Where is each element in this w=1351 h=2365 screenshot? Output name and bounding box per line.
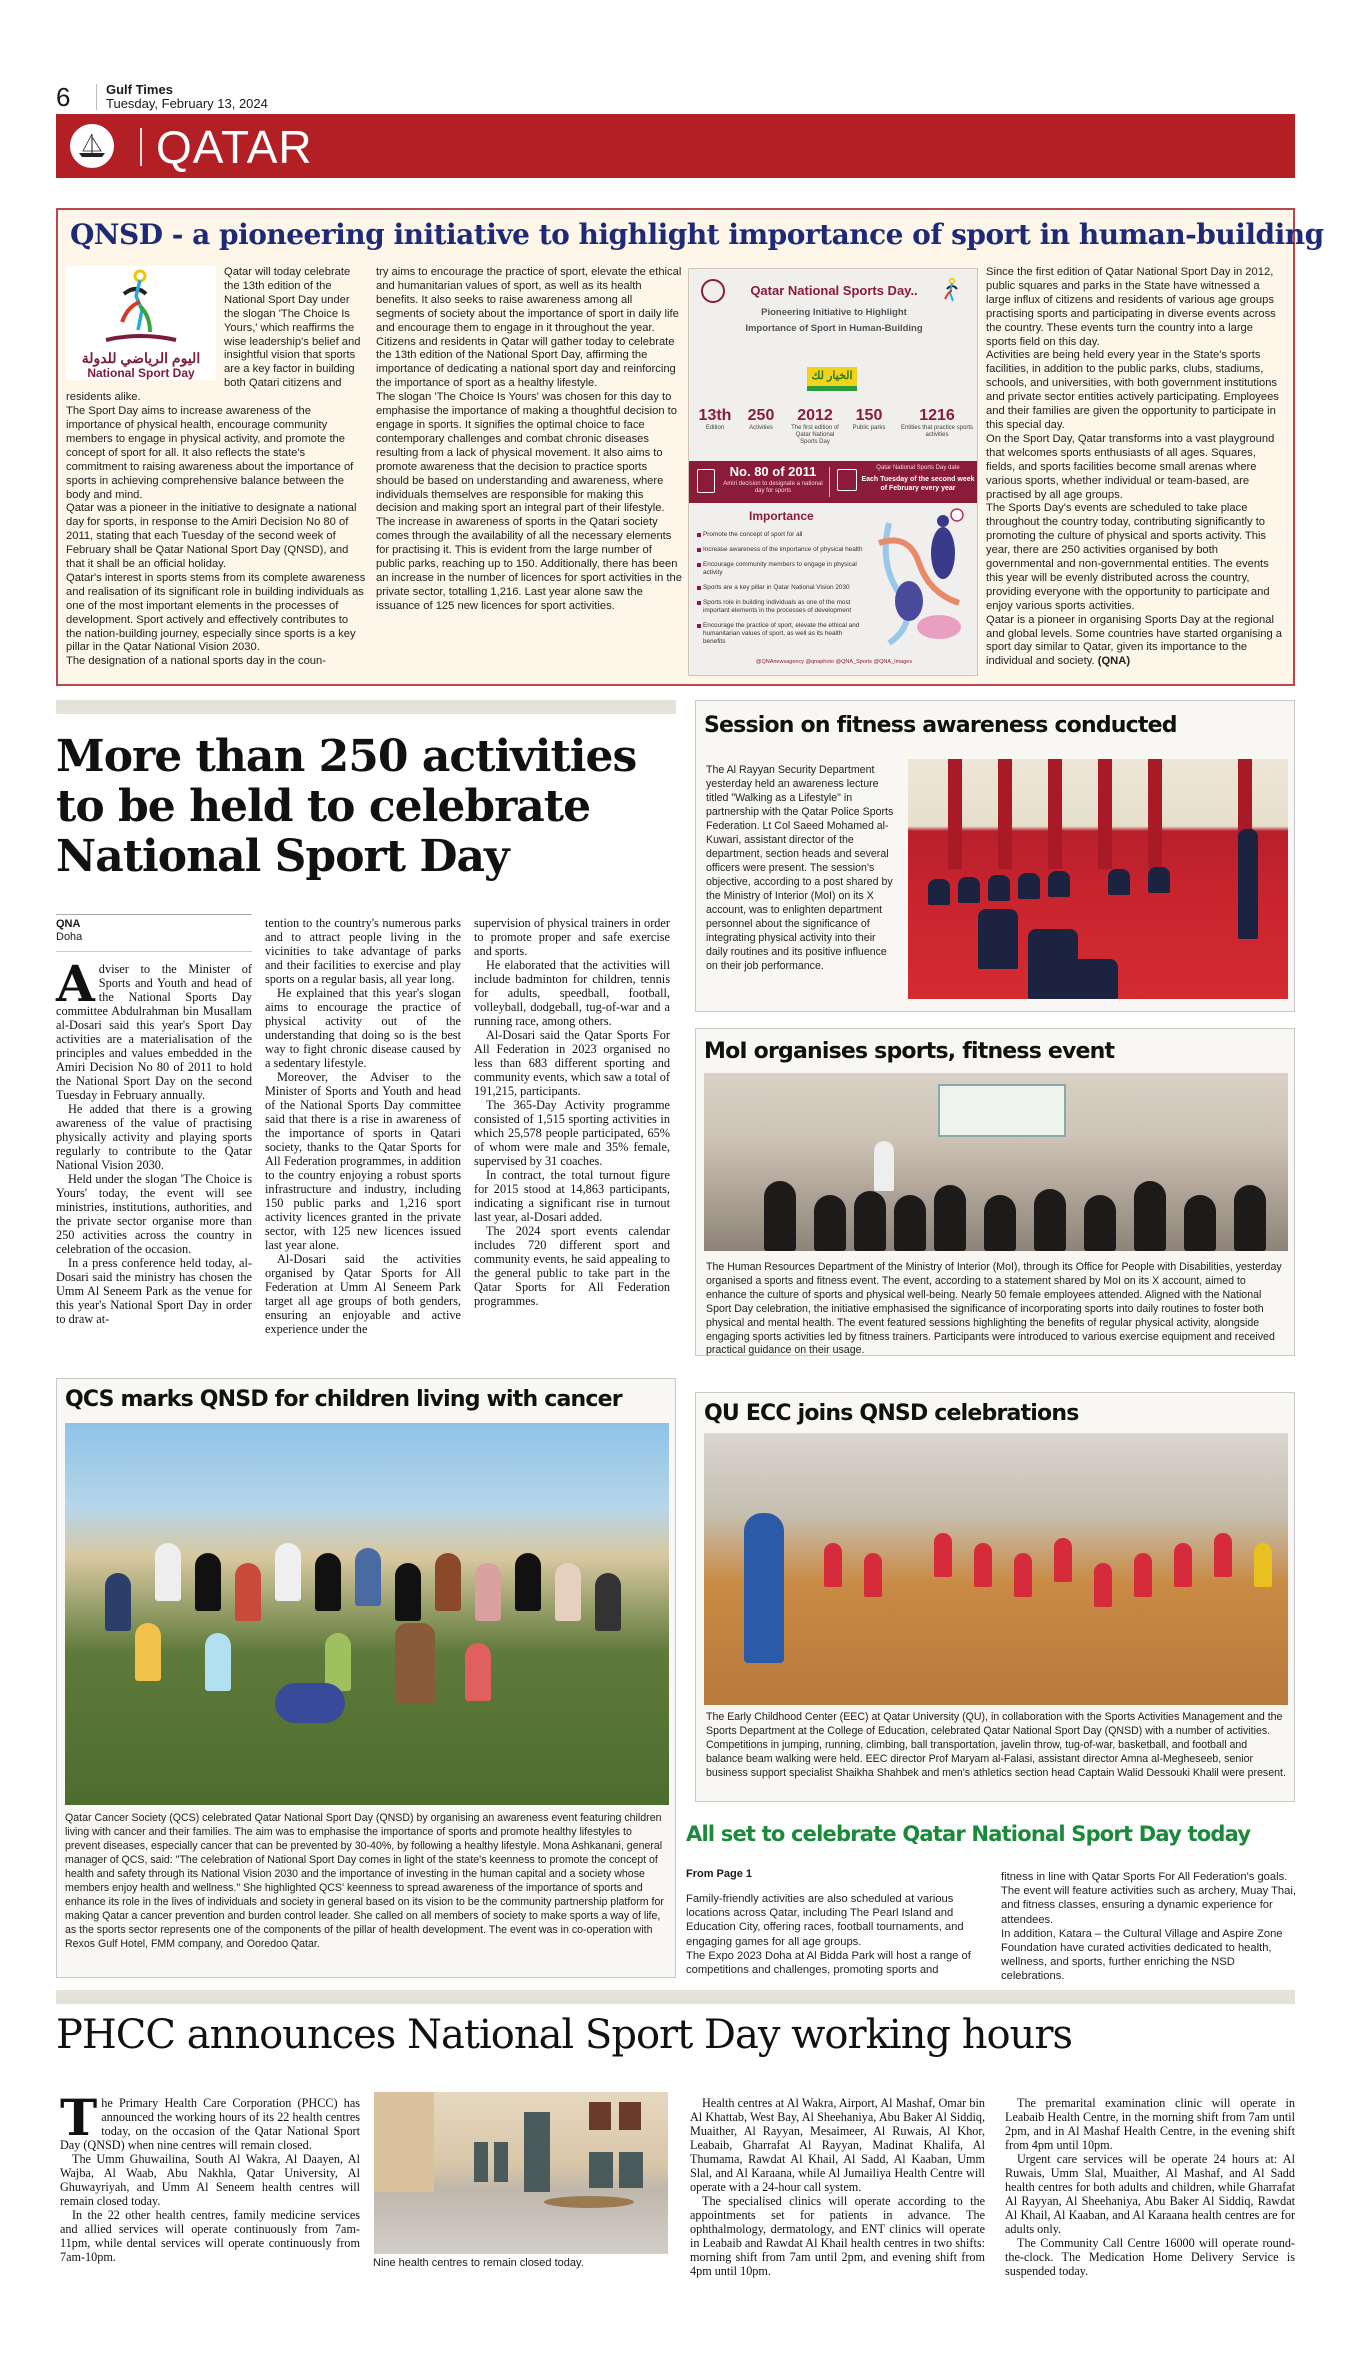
story-paragraph: The Umm Ghuwailina, South Al Wakra, Al Daayen, Al Wajba, Al Waab, Abu Nakhla, Qatar University, Al Ghuwayriyah, and Umm Al Seneem health centres will remain closed today.	[60, 2152, 360, 2208]
importance-item: Encourage community members to engage in physical activity	[697, 561, 865, 577]
stat-edition: 13th Edition	[698, 407, 732, 431]
story-paragraph: The specialised clinics will operate according to the appointments set for patients in advance. The ophthalmology, dermatology, and ENT clinics will operate in Leabaib and Rawdat Al Khail health centres in two shifts: morning shift from 7am until 2pm, and evening shift from 4pm until 10pm.	[690, 2194, 985, 2278]
importance-item: Increase awareness of the importance of physical health	[697, 546, 865, 554]
qcs-box	[56, 1378, 676, 1978]
decision-number: No. 80 of 2011	[729, 464, 817, 479]
story-paragraph: The premarital examination clinic will operate in Leabaib Health Centre, in the morning shift from 7am until 2pm, and in Al Mashaf Health Centre, in the evening shift from 4pm until 10pm.	[1005, 2096, 1295, 2152]
qu-ecc-headline: QU ECC joins QNSD celebrations	[704, 1401, 1079, 1426]
qnsd-column-1	[66, 266, 366, 669]
main-headline: More than 250 activities to be held to celebrate National Sport Day	[56, 731, 637, 882]
story-paragraph: The Expo 2023 Doha at Al Bidda Park will host a range of competitions and challenges, promoting sports and	[686, 1949, 971, 1977]
importance-item: Encourage the practice of sport, elevate the ethical and humanitarian values of sport, as well as its health benefits	[697, 622, 865, 646]
all-set-column-2	[1001, 1870, 1296, 1984]
qnsd-paragraph: Qatar is a pioneer in organising Sports Day at the regional and global levels. Some countries have started organising a sport day similar to Qatar, given its importance to the individual and society. (QNA)	[986, 613, 1283, 668]
story-paragraph: Family-friendly activities are also scheduled at various locations across Qatar, including The Pearl Island and Education City, offering races, football tournaments, and engaging games for all age groups.	[686, 1893, 964, 1948]
runner-logo-icon	[66, 266, 216, 346]
qcs-photo	[65, 1423, 669, 1805]
qnsd-paragraph: The increase in awareness of sports in the Qatari society comes through the availability of all the necessary elements for practising it. This is evident from the large number of public parks, reaching up to 150. Additionally, there has been an increase in the number of licences for sport activities in the private sector, totalling 1,216. Last year alone saw the issuance of 125 new licences for sport activities.	[376, 516, 682, 612]
social-handles: @QNAnewsagency @qnaphoto @QNA_Sports @QNA_Images	[755, 659, 913, 665]
section-divider-strip	[56, 1990, 1295, 2004]
phcc-column-3	[690, 2096, 985, 2278]
story-paragraph: The 365-Day Activity programme consisted of 1,515 sporting activities in which 25,578 people participated, 65% of whom were male and 35% female, supervised by 31 coaches.	[474, 1098, 670, 1168]
qnsd-paragraph: On the Sport Day, Qatar transforms into a vast playground that welcomes sports enthusiasts of all ages. Squares, fields, and sports facilities become small arenas where various sports, whether individual or team-based, are practised by all age groups.	[986, 432, 1275, 501]
story-paragraph: He elaborated that the activities will include badminton for children, tennis for adults, speedball, football, volleyball, dodgeball, tug-of-war and a running race, among others.	[474, 958, 670, 1028]
qu-ecc-caption: The Early Childhood Center (EEC) at Qatar University (QU), in collaboration with the Sports Activities Management and the Sports Department at the College of Education, celebrated Qatar National Sport Day (QNSD) with a number of activities. Competitions in jumping, running, climbing, ball transportation, javelin throw, tug-of-war, basketball, and football and balance beam walking were held. EEC director Prof Maryam al-Falasi, assistant director Amna al-Megheseeb, senior business support specialist Shaikha Shahbek and men's athletics section head Captain Walid Dessouki Khalil were present.	[706, 1711, 1286, 1779]
infographic-subtitle-1: Pioneering Initiative to Highlight	[761, 307, 907, 318]
qnsd-paragraph: Citizens and residents in Qatar will gather today to celebrate the 13th edition of the National Sport Day, affirming the importance of dedicating a national sport day and reinforcing the importance of sport as a healthy lifestyle.	[376, 335, 676, 390]
calendar-icon	[837, 469, 857, 491]
qnsd-feature-headline: QNSD - a pioneering initiative to highlight importance of sport in human-building	[70, 218, 1324, 251]
qnsd-paragraph: try aims to encourage the practice of sport, elevate the ethical and humanitarian values of sport, as well as its health benefits. It also seeks to raise awareness among all segments of society about the importance of sport in daily life and encourage them to engage in it throughout the year.	[376, 266, 682, 334]
section-divider-strip	[56, 700, 676, 714]
continued-from-label: From Page 1	[686, 1868, 753, 1880]
qnsd-infographic	[688, 268, 978, 676]
moi-event-caption: The Human Resources Department of the Ministry of Interior (MoI), through its Office for People with Disabilities, yesterday organised a sports and fitness event. The event, according to a statement shared by MoI on its X account, aimed to enhance the culture of sports and physical well-being. Nearly 50 female employees attended. Aligned with the National Sport Day celebration, the initiative emphasised the significance of incorporating sports into daily routines to foster both physical and mental health. The event featured sessions highlighting the benefits of regular physical activity, alongside engaging sports activities led by fitness trainers. Participants were introduced to various exercise equipment and received practical guidance on their usage.	[706, 1261, 1282, 1357]
byline-agency: QNA	[56, 918, 81, 930]
drop-cap: T	[60, 2088, 98, 2147]
band-divider	[829, 467, 830, 497]
stat-first-edition: 2012 The first edition of Qatar National Sports Day	[791, 407, 839, 445]
byline-rule	[56, 951, 252, 952]
story-paragraph: supervision of physical trainers in order to promote proper and safe exercise and sports.	[474, 916, 670, 958]
importance-list	[697, 531, 865, 653]
story-paragraph: Held under the slogan 'The Choice is Yours' today, the event will see ministries, institutions, authorities, and the private sector organise more than 250 activities across the country in celebration of the occasion.	[56, 1172, 252, 1256]
moi-event-headline: MoI organises sports, fitness event	[704, 1039, 1115, 1064]
athletes-illustration	[859, 503, 977, 653]
story-paragraph: Al-Dosari said the Qatar Sports For All Federation in 2023 organised no less than 683 different sporting and community events, which saw a total of 191,215, participants.	[474, 1028, 670, 1098]
qcs-headline: QCS marks QNSD for children living with cancer	[65, 1387, 622, 1412]
byline-dateline: Doha	[56, 931, 83, 943]
moi-event-box	[695, 1028, 1295, 1356]
logo-english: National Sport Day	[87, 365, 195, 380]
section-title: QATAR	[156, 121, 313, 173]
importance-heading: Importance	[749, 509, 814, 523]
phcc-column-1: The Primary Health Care Corporation (PHCC) has announced the working hours of its 22 health centres today, on the occasion of the Qatar National Sport Day (QNSD) when nine centres will remain closed. The Umm Ghuwailina, South Al Wakra, Al Daayen, Al Wajba, Al Waab, Abu Nakhla, Qatar University, Al Ghuwayriyah, and Umm Al Seneem health centres will remain closed today. In the 22 other health centres, family medicine services and allied services will operate continuously from 7am-11pm, while dental services will operate continuously from 7am-10pm.	[60, 2088, 360, 2264]
page-number: 6	[56, 82, 71, 112]
qnsd-paragraph: The designation of a national sports day in the coun-	[66, 655, 326, 668]
story-paragraph: In contract, the total turnout figure for 2015 stood at 14,863 participants, indicating a significant rise in turnout last year, al-Dosari added.	[474, 1168, 670, 1224]
story-paragraph: The Community Call Centre 16000 will operate round-the-clock. The Medication Home Delivery Service is suspended today.	[1005, 2236, 1295, 2278]
main-story-column-2	[265, 916, 461, 1336]
agency-logo-icon	[701, 279, 725, 303]
story-paragraph: tention to the country's numerous parks and to attract people living in the vicinities to take advantage of parks and their facilities to exercise and play sports on a regular basis, all year long.	[265, 916, 461, 986]
qnsd-column-3	[986, 266, 1286, 669]
story-paragraph: Al-Dosari said the activities organised by Qatar Sports for All Federation at Umm Al Seneem Park target all age groups of both genders, ensuring an enjoyable and active experience under the	[265, 1252, 461, 1336]
importance-item: Sports are a key pillar in Qatar National Vision 2030	[697, 584, 865, 592]
fitness-session-photo	[908, 759, 1288, 999]
fitness-session-headline: Session on fitness awareness conducted	[704, 713, 1177, 738]
phcc-column-4	[1005, 2096, 1295, 2278]
fitness-session-box	[695, 700, 1295, 1012]
story-paragraph: In addition, Katara – the Cultural Village and Aspire Zone Foundation have curated activities dedicated to health, wellness, and sports, further enriching the NSD celebrations.	[1001, 1927, 1283, 1983]
drop-cap: A	[56, 954, 95, 1013]
qnsd-paragraph: Activities are being held every year in the State's sports facilities, in addition to the public parks, clubs, stadiums, schools, and universities, with both government institutions and private sector entities actively participating. Employees and their families are given the opportunity to participate in this special day.	[986, 349, 1279, 431]
section-divider	[140, 128, 142, 166]
qnsd-paragraph: The slogan 'The Choice Is Yours' was chosen for this day to emphasise the importance of making a thoughtful decision to engage in sports. It signifies the optimal choice to face contemporary challenges and combat chronic diseases resulting from a lack of physical movement. It also aims to promote awareness that the decision to practice sports should be based on understanding and awareness, where individuals themselves are responsible for making this decision and making sport an integral part of their lifestyle.	[376, 391, 677, 515]
decision-label: Amiri decision to designate a national day for sports	[723, 481, 823, 494]
date-label: Qatar National Sports Day date	[876, 465, 960, 471]
national-sport-day-logo	[66, 266, 216, 380]
masthead-divider	[96, 84, 97, 110]
story-paragraph: Moreover, the Adviser to the Minister of Sports and Youth and head of the National Sports Day committee said that there is a rise in awareness of the importance of sports in Qatari society, thanks to the Qatar Sports for All Federation programmes, in addition to the country enjoying a robust sports infrastructure and industry, including 150 public parks and 1,216 sport activity licences granted in the private sector, with 125 new licences issued last year alone.	[265, 1070, 461, 1252]
qnsd-paragraph: Since the first edition of Qatar National Sport Day in 2012, public squares and parks in the State have witnessed a large influx of citizens and residents of various age groups practising sports and participating in diverse events across the country. These events turn the country into a large sports field on this day.	[986, 266, 1276, 348]
publication-date: Tuesday, February 13, 2024	[106, 96, 268, 111]
section-banner	[56, 114, 1295, 178]
story-paragraph: fitness in line with Qatar Sports For All Federation's goals. The event will feature activities such as archery, Muay Thai, and fitness classes, ensuring a dynamic experience for attendees.	[1001, 1871, 1296, 1926]
qu-ecc-photo	[704, 1433, 1288, 1705]
date-value: Each Tuesday of the second week of February every year	[861, 476, 975, 492]
qnsd-paragraph: The Sport Day aims to increase awareness of the importance of physical health, encourage community members to engage in physical activity, and promote the concept of sport for all. It also reflects the state's commitment to raising awareness about the importance of sports in achieving comprehensive balance between the body and mind.	[66, 405, 354, 501]
document-icon	[697, 469, 715, 493]
qnsd-column-2	[376, 266, 682, 614]
qnsd-paragraph: Qatar was a pioneer in the initiative to designate a national day for sports, in response to the Amiri Decision No 80 of 2011, stating that each Tuesday of the second week of February shall be Qatar National Sport Day (QNSD), and that it shall be an official holiday.	[66, 502, 357, 571]
slogan-badge: الخيار لك	[807, 367, 857, 391]
health-centre-photo	[374, 2092, 668, 2254]
story-paragraph: He added that there is a growing awareness of the value of practising physically activity and playing sports regularly to contribute to the Qatar National Vision 2030.	[56, 1102, 252, 1172]
importance-item: Promote the concept of sport for all	[697, 531, 865, 539]
qu-ecc-box	[695, 1392, 1295, 1802]
all-set-headline: All set to celebrate Qatar National Sport Day today	[686, 1822, 1251, 1846]
logo-arabic: اليوم الرياضي للدولة	[81, 349, 201, 366]
all-set-column-1	[686, 1892, 981, 1977]
main-story-column-1: Adviser to the Minister of Sports and Youth and head of the National Sports Day committee Abdulrahman bin Musallam al-Dosari said this year's Sport Day activities are a materialisation of the principles and values embedded in the Amiri Decision No 80 of 2011 to hold the National Sport Day on the second Tuesday in February annually. He added that there is a growing awareness of the value of practising physically activity and playing sports regularly to contribute to the Qatar National Vision 2030. Held under the slogan 'The Choice is Yours' today, the event will see ministries, institutions, authorities, and the private sector organise more than 250 activities across the country in celebration of the occasion. In a press conference held today, al-Dosari said the ministry has chosen the Umm Al Seneem Park as the venue for this year's National Sport Day in order to draw at-	[56, 954, 252, 1326]
infographic-decision-band	[689, 461, 978, 503]
story-paragraph: In a press conference held today, al-Dosari said the ministry has chosen the Umm Al Seneem Park as the venue for this year's National Sport Day in order to draw at-	[56, 1256, 252, 1326]
infographic-subtitle-2: Importance of Sport in Human-Building	[745, 323, 923, 334]
stat-entities: 1216 Entities that practice sports activities	[900, 407, 974, 438]
story-paragraph: In the 22 other health centres, family medicine services and allied services will operate continuously from 7am-11pm, while dental services will operate continuously from 7am-10pm.	[60, 2208, 360, 2264]
infographic-title: Qatar National Sports Day..	[750, 283, 918, 298]
publication-name: Gulf Times	[106, 82, 173, 97]
qnsd-feature-box	[56, 208, 1324, 686]
story-paragraph: He explained that this year's slogan aims to encourage the practice of physical activity out of the understanding that doing so is the best way to fight chronic disease caused by a sedentary lifestyle.	[265, 986, 461, 1070]
qnsd-paragraph: Qatar's interest in sports stems from its complete awareness and realisation of its significant role in building individuals as one of the most important elements in the processes of development. Sport actively and effectively contributes to the nation-building journey, especially since sports is a key pillar in the Qatar National Vision 2030.	[66, 571, 366, 654]
qna-credit: (QNA)	[1097, 655, 1131, 668]
main-story-column-3	[474, 916, 670, 1308]
qnsd-paragraph: Qatar will today celebrate the 13th edition of the National Sport Day under the slogan 'The Choice Is Yours,' which reaffirms the wise leadership's belief and insightful vision that sports are a key factor in building both Qatari citizens and residents alike.	[66, 266, 361, 404]
moi-event-photo	[704, 1073, 1288, 1251]
phcc-headline: PHCC announces National Sport Day working hours	[56, 2012, 1072, 2058]
qcs-caption: Qatar Cancer Society (QCS) celebrated Qatar National Sport Day (QNSD) by organising an awareness event featuring children living with cancer and their families. The aim was to emphasise the importance of sports and promote healthy lifestyles to prevent diseases, especially cancer that can be prevented by 30-40%, by following a healthy lifestyle. Mona Ashkanani, general manager of QCS, said: "The celebration of National Sport Day comes in light of the state's keenness to promote the concept of health and safety through its National Vision 2030 and the importance of investing in the human capital and a society whose members enjoy health and wellness." She highlighted QCS' keenness to spread awareness of the importance of sports and enhance its role in the lives of individuals and society in general based on its vision to be the community partnership platform for making Qatar a cancer prevention and burden control leader. She called on all members of society to make sports a way of life, as the sports sector represents one of the components of the pillar of health development. The event was in co-operation with Rexos Gulf Hotel, FMM company, and Ooredoo Qatar.	[65, 1812, 664, 1950]
story-paragraph: The 2024 sport events calendar includes 720 different sport and community events, he said appealing to the general public to take part in the Qatar Sports for All Federation programmes.	[474, 1224, 670, 1308]
importance-item: Sports role in building individuals as one of the most important elements in the processes of development	[697, 599, 865, 615]
fitness-session-caption: The Al Rayyan Security Department yesterday held an awareness lecture titled "Walking as a Lifestyle" in partnership with the Qatar Police Sports Federation. Lt Col Saeed Mohamed al-Kuwari, assistant director of the department, section heads and several officers were present. The session's objective, according to a post shared by the Ministry of Interior (MoI) on its X account, was to enlighten department personnel about the significance of integrating physical activity into their daily routines and its positive influence on their job performance.	[706, 764, 894, 972]
dhow-boat-icon	[70, 124, 114, 168]
health-centre-photo-caption: Nine health centres to remain closed today.	[373, 2257, 584, 2269]
story-paragraph: Urgent care services will be operate 24 hours at: Al Ruwais, Umm Slal, Muaither, Al Mashaf, and Al Sadd health centres for both adults and children, while Gharrafat Al Rayyan, Al Sheehaniya, Abu Baker Al Siddiq, Rawdat Al Khail, Al Kaaban, and Al Karaana health centres are for adults only.	[1005, 2152, 1295, 2236]
story-paragraph: Health centres at Al Wakra, Airport, Al Mashaf, Omar bin Al Khattab, West Bay, Al Sheehaniya, Abu Baker Al Siddiq, Muaither, Al Rayyan, Mesaimeer, Al Ruwais, Al Khor, Leabaib, Gharrafat Al Rayyan, Madinat Khalifa, Al Thumama, Rawdat Al Khail, Al Sadd, Al Kaaban, Umm Slal, and Al Karaana, while Al Jumailiya Health Centre will operate with a 24-hour call system.	[690, 2096, 985, 2194]
runner-logo-icon	[939, 277, 965, 305]
qnsd-paragraph: The Sports Day's events are scheduled to take place throughout the country today, contributing significantly to promoting the culture of physical and sports activity. This year, there are 250 activities organised by both governmental and non-governmental entities. The events this year will be evenly distributed across the country, providing everyone with the opportunity to participate and enjoy various sports activities.	[986, 502, 1270, 612]
byline-rule	[56, 914, 252, 915]
stat-public-parks: 150 Public parks	[852, 407, 886, 431]
stat-activities: 250 Activities	[747, 407, 775, 431]
